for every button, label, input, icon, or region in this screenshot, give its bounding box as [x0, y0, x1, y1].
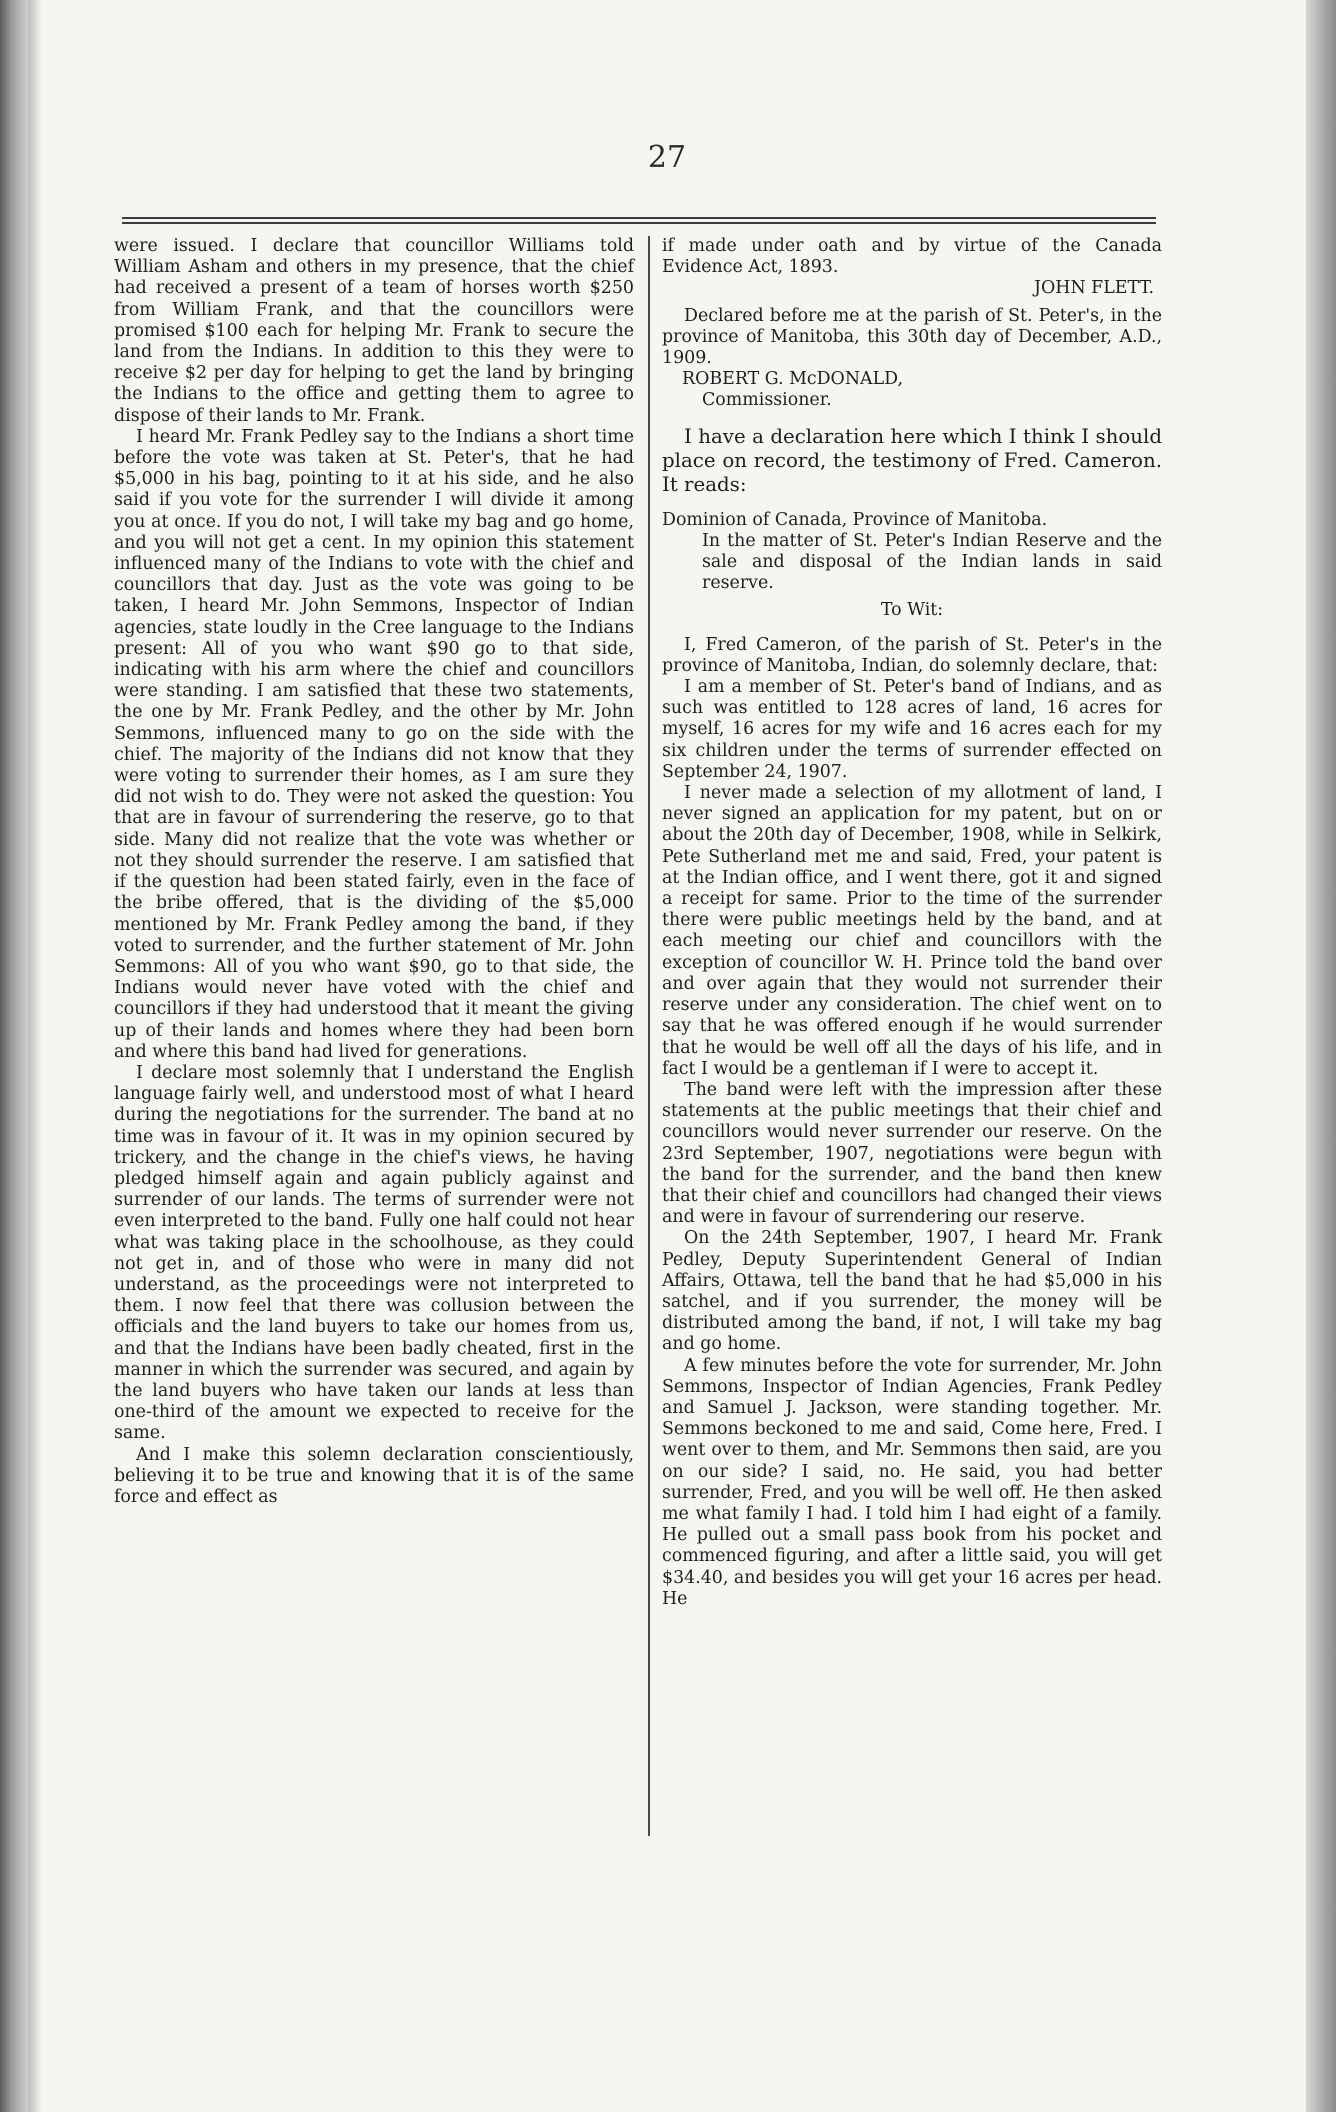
right-paragraph-4: The band were left with the impression after these statements at the public meetings that their chief and councillors would never surrender our reserve. On the 23rd September, 1907, negotiations were begun with the band for the surrender, and the band then knew that their chief and councillors had changed their views and were in favour of surrendering our reserve.: [662, 1079, 1162, 1228]
commissioner-name: ROBERT G. McDONALD,: [682, 369, 903, 390]
binding-edge: [0, 0, 28, 2112]
right-paragraph-5: On the 24th September, 1907, I heard Mr. Frank Pedley, Deputy Superintendent General of Indian Affairs, Ottawa, tell the band that he had $5,000 in his satchel, and if you surrender, the money will be distributed among the band, if not, I will take my bag and go home.: [662, 1228, 1162, 1355]
left-paragraph-3: I declare most solemnly that I understand the English language fairly well, and understood most of what I heard during the negotiations for the surrender. The band at no time was in favour of it. It was in my opinion secured by trickery, and the change in the chief's views, he having pledged himself again and again publicly against and surrender of our lands. The terms of surrender were not even interpreted to the band. Fully one half could not hear what was taking place in the schoolhouse, as they could not get in, and of those who were in many did not understand, as the proceedings were not interpreted to them. I now feel that there was collusion between the officials and the land buyers to take our homes from us, and that the Indians have been badly cheated, first in the manner in which the surrender was secured, and again by the land buyers who have taken our lands at less than one-third of the amount we expected to receive for the same.: [114, 1062, 634, 1444]
heading-province: Dominion of Canada, Province of Manitoba.: [662, 509, 1048, 530]
right-continuation: if made under oath and by virtue of the Canada Evidence Act, 1893.: [662, 236, 1162, 278]
column-divider: [648, 236, 650, 1836]
declared-before: Declared before me at the parish of St. Peter's, in the province of Manitoba, this 30th day of December, A.D., 1909.: [662, 305, 1162, 369]
to-wit: To Wit:: [880, 600, 944, 621]
header-rule-bottom: [122, 222, 1156, 224]
right-paragraph-2: I am a member of St. Peter's band of Indians, and as such was entitled to 128 acres of land, 16 acres for myself, 16 acres for my wife and 16 acres each for my six children under the terms of surrender effected on September 24, 1907.: [662, 677, 1162, 782]
signature-john-flett: JOHN FLETT.: [1034, 278, 1154, 299]
left-paragraph-1: were issued. I declare that councillor Williams told William Asham and others in my presence, that the chief had received a present of a team of horses worth $250 from William Frank, and that the councillors were promised $100 each for helping Mr. Frank to secure the land from the Indians. In addition to this they were to receive $2 per day for helping to get the land by bringing the Indians to the office and getting them to agree to dispose of their lands to Mr. Frank.: [114, 236, 634, 426]
right-column: [662, 236, 1162, 1610]
heading-matter: In the matter of St. Peter's Indian Reserve and the sale and disposal of the Indian lands in said reserve.: [702, 530, 1162, 594]
page-edge-shadow: [1306, 0, 1336, 2112]
commissioner-title: Commissioner.: [702, 390, 832, 411]
page-number: 27: [647, 140, 687, 175]
paper-sheet: [28, 0, 1306, 2112]
right-paragraph-6: A few minutes before the vote for surrender, Mr. John Semmons, Inspector of Indian Agencies, Frank Pedley and Samuel J. Jackson, were standing together. Mr. Semmons beckoned to me and said, Come here, Fred. I went over to them, and Mr. Semmons then said, are you on our side? I said, no. He said, you had better surrender, Fred, and you will be well off. He then asked me what family I had. I told him I had eight of a family. He pulled out a small pass book from his pocket and commenced figuring, and after a little said, you will get $34.40, and besides you will get your 16 acres per head. He: [662, 1355, 1162, 1609]
gutter-shadow: [28, 0, 42, 2112]
header-rule-top: [122, 217, 1156, 219]
right-paragraph-1: I, Fred Cameron, of the parish of St. Peter's in the province of Manitoba, Indian, do solemnly declare, that:: [662, 634, 1162, 676]
left-column: [114, 236, 634, 1508]
declaration-intro: I have a declaration here which I think I should place on record, the testimony of Fred. Cameron. It reads:: [662, 424, 1162, 496]
left-paragraph-4: And I make this solemn declaration conscientiously, believing it to be true and knowing that it is of the same force and effect as: [114, 1444, 634, 1507]
left-paragraph-2: I heard Mr. Frank Pedley say to the Indians a short time before the vote was taken at St. Peter's, that he had $5,000 in his bag, pointing to it at his side, and he also said if you vote for the surrender I will divide it among you at once. If you do not, I will take my bag and go home, and you will not get a cent. In my opinion this statement influenced many of the Indians to vote with the chief and councillors that day. Just as the vote was going to be taken, I heard Mr. John Semmons, Inspector of Indian agencies, state loudly in the Cree language to the Indians present: All of you who want $90 go to that side, indicating with his arm where the chief and councillors were standing. I am satisfied that these two statements, the one by Mr. Frank Pedley, and the other by Mr. John Semmons, influenced many to go on the side with the chief. The majority of the Indians did not know that they were voting to surrender their homes, as I am sure they did not wish to do. They were not asked the question: You that are in favour of surrendering the reserve, go to that side. Many did not realize that the vote was whether or not they should surrender the reserve. I am satisfied that if the question had been stated fairly, even in the face of the bribe offered, that is the dividing of the $5,000 mentioned by Mr. Frank Pedley among the band, if they voted to surrender, and the further statement of Mr. John Semmons: All of you who want $90, go to that side, the Indians would never have voted with the chief and councillors if they had understood that it meant the giving up of their lands and homes where they had been born and where this band had lived for generations.: [114, 426, 634, 1062]
right-paragraph-3: I never made a selection of my allotment of land, I never signed an application for my patent, but on or about the 20th day of December, 1908, while in Selkirk, Pete Sutherland met me and said, Fred, your patent is at the Indian office, and I went there, got it and signed a receipt for same. Prior to the time of the surrender there were public meetings held by the band, and at each meeting our chief and councillors with the exception of councillor W. H. Prince told the band over and over again that they would not surrender their reserve under any consideration. The chief went on to say that he was offered enough if he would surrender that he would be well off all the days of his life, and in fact I would be a gentleman if I were to accept it.: [662, 783, 1162, 1079]
